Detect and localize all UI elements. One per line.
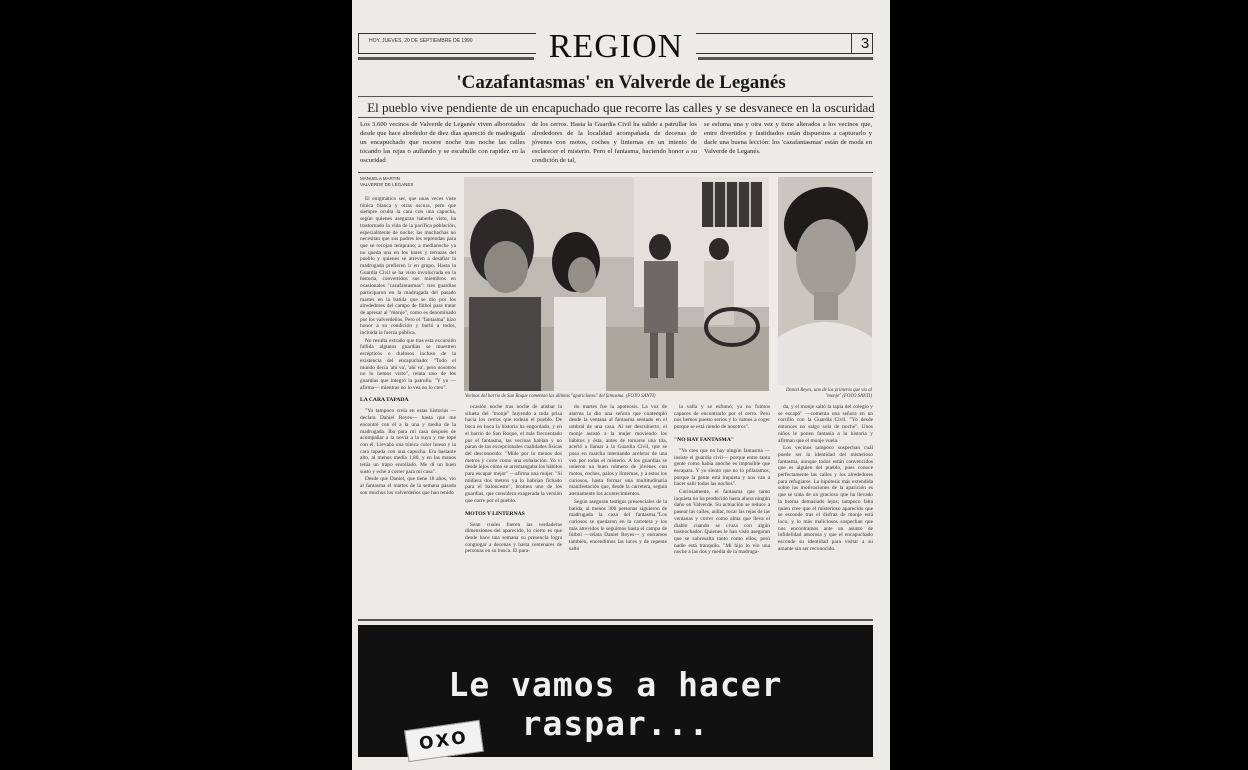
article-column-5 (778, 404, 873, 618)
street-photo-image (464, 177, 769, 391)
lead-rule (358, 172, 873, 173)
photo-caption: Vecinas del barrio de San Roque comentan las últimas "apariciones" del fantasma. (FOTO SANTI) (465, 394, 656, 399)
ad-separator (358, 619, 873, 621)
paragraph: Sean cuales fueren las verdaderas dimensiones del aparecido, lo cierto es que desde hace una semana su presencia logra congregar a decenas y hasta centenares de personas en su busca. El para- (465, 521, 562, 555)
headline: 'Cazafantasmas' en Valverde de Leganés (456, 72, 786, 93)
article-column-3 (569, 404, 667, 618)
dateline: HOY, JUEVES, 20 DE SEPTIEMBRE DE 1990 (369, 38, 473, 44)
paragraph: "Yo tampoco creía en estas historias —declara Daniel Reyes— hasta que me encontré con él a la una y media de la madrugada. Iba para mi casa después de acompañar a la novia a la suya y me topé con él. Llevaba una túnica color hueso y la cara tapada con una capucha. Era bastante alto, al menos medía 1,80, y en las manos tenía un trapo enrollado. Me dí un buen susto y eché a correr para mi casa". (360, 408, 456, 475)
subheading: MOTOS Y LINTERNAS (465, 510, 525, 517)
paragraph: ocasión noche tras noche de atisbar la silueta del "monje" huyendo a toda prisa hacia los cerros que rodean el pueblo. De boca en boca la historia ha engordado, y en el barrio de San Roque, el más frecuentado por el fantasma, las vecinas hablan y no paran de las excepcionales cualidades físicas del desconocido: "Mide por lo menos dos metros y corre como una exhalación. Yo vi desde lejos cómo se arremangaba los hábitos para escapar mejor" —afirma una mujer. "Si midiera dos metros ya lo habrían fichado para el baloncesto", bromea uno de los guardias, que considera exagerada la versión que corre por el pueblo. (465, 404, 562, 504)
paragraph: Curiosamente, el fantasma que tanto inquieta no ha producido hasta ahora ningún daño en Valverde. Su actuación se reduce a pasear las calles, aullar, tocar las rejas de las ventanas y correr como alma que lleva el diablo cuando se cruza con algún trasnochador. Quienes le han visto aseguran que se sobresalta tanto como ellos, pero nadie está tranquilo. "Mi hijo lo vio una noche a las dos y media de la madruga- (674, 489, 770, 556)
street-photo (464, 177, 769, 391)
lead-paragraph: se esfuma una y otra vez y tiene alterados a los vecinos que, entre divertidos y fastidiados están dispuestos a capturarlo y darle una buena lección: los 'cazafantasmas' están de moda en Valverde de Leganés. (704, 121, 872, 155)
header-rule-right (698, 57, 873, 60)
paragraph: "Yo creo que no hay ningún fantasma —insiste el guardia civil— porque entre tanta gente como había anoche es imposible que escapara. Y yo siento que no lo pillaramos, porque la gente está inquieta y nos van a hacer salir todas las noches". (674, 447, 770, 488)
headline-rule (358, 96, 873, 97)
subheading: "NO HAY FANTASMA" (674, 436, 734, 443)
article-column-2 (465, 404, 562, 618)
paragraph: No resulta extraño que tras esta excursión fallida algunos guardias se muestren escépticos o dudosos incluso de la existencia del encapuchado: "Todo el mundo decía 'ahí va', 'ahí va', pero nosotros no lo hemos visto", relata uno de los guardias que integró la patrulla. "Y yo —afirma— mientras no lo vea no lo creo". (360, 337, 456, 391)
subheading: LA CARA TAPADA (360, 397, 409, 404)
advertisement (358, 625, 873, 757)
paragraph: la valla y se esfumó; ya no fuimos capaces de encontrarlo por el cerro. Pero nos hemos puesto serios y lo vamos a coger porque se está riendo de nosotros". (674, 404, 770, 431)
section-title: REGION (536, 28, 696, 66)
portrait-photo (778, 177, 872, 385)
paragraph: Los vecinos tampoco sospechan cuál puede ser la identidad del misterioso fantasma, aunque todos están convencidos que es alguien del pueblo, pues conoce perfectamente las calles y los alrededores para refugiarse. La hipótesis más extendida sobre las motivaciones de la aparición es que se trata de un gracioso que ha llevado la broma demasiado lejos; tampoco falta quien cree que el misterioso aparecido que se esconde tras el disfraz de monje está loco, y lo más maliciosos sospechan que nos encontramos ante un asunto de infidelidad amorosa y que el encapuchado esconde su identidad para visitar a su amante sin ser reconocido. (778, 445, 873, 552)
ad-logo: OXO (404, 720, 484, 762)
article-column-4 (674, 404, 770, 618)
byline-name: MANUELA MARTIN (360, 176, 400, 181)
portrait-photo-image (778, 177, 872, 385)
paragraph: Desde que Daniel, que tiene 18 años, vio al fantasma el martes de la semana pasada son muchos los valverdeños que han tenido (360, 476, 456, 496)
lead-paragraph: de los cerros. Hasta la Guardia Civil ha salido a patrullar los alrededores de la localidad acompañada de decenas de jóvenes con motos, coches y linternas en un intento de esclarecer el misterio. Pero el fantasma, haciendo honor a su condición de tal, (532, 121, 697, 164)
ad-slogan: Le vamos a hacer raspar... (448, 665, 783, 743)
portrait-caption: Daniel Reyes, uno de los primeros que vio al "monje" (FOTO SANTI) (785, 388, 872, 399)
article-column-1 (360, 196, 456, 618)
paragraph: El enigmático ser, que unas veces viste túnica blanca y otras oscura, pero que siempre oculta la cara con una capucha, según quienes aseguran haberle visto, ha trastornado la vida de la pacífica población, especialmente de noche: las muchachas no necesitan que sus padres les reprendan para que se recojan temprano; a medianoche ya no queda una en los bares y terrazas del pueblo y quienes se atreven a desafiar la madrugada prefieren ir en grupo. Hasta la Guardia Civil se ha visto involucrada en la historia, convertidos sus miembros en ocasionales "cazafantasmas": tres guardias participaron en la madrugada del pasado martes en la batida que se dio por los alrededores del campo de fútbol para tratar de apresar al "monje", como es denominado por los valverdeños. Pero el "fantasma" hizo honor a su condición y burló a todos, incluida la fuerza pública. (360, 196, 456, 337)
paragraph: da, y el monje saltó la tapia del colegio y se escapó" —comenta una señora en un corrillo con la Guardia Civil. "Yo desde entonces no salgo sola de noche". Unos niños le ponen fantasía a la historia y afirman que el monje vuela. (778, 404, 873, 444)
subhead-rule (358, 117, 873, 118)
header-rule-left (358, 57, 534, 60)
paragraph: Según aseguran testigos presenciales de la batida, al menos 300 personas siguieron de madrugada la caza del fantasma."Los curiosos se quedaron en la carretera y los más atrevidos le seguimos hasta el campo de fútbol —relata Daniel Reyes— y entramos también, encendimos las luces y de repente saltó (569, 498, 667, 552)
byline-place: VALVERDE DE LEGANES (360, 182, 414, 187)
newspaper-page (352, 0, 890, 770)
page-number: 3 (851, 33, 878, 54)
paragraph: do martes fue la apoteosis. La voz de alarma la dio una señora que contempló desde la ventana al fantasma sentado en el umbral de una casa. Al ser descubierto, el monje asustó a la mujer moviendo los hábitos y ésta, antes de tomarse una tila, acertó a llamar a la Guardia Civil, que se puso en marcha intentando acelerar de una vez por todas el misterio. A los guardias se unieron un buen número de jóvenes con motos, coches, palos y linternas, y a estos los curiosos, hasta formar una multitudinaria manifestación que, desde la carretera, seguía atentamente los acontecimientos. (569, 404, 667, 498)
subheadline: El pueblo vive pendiente de un encapuchado que recorre las calles y se desvanece en la oscuridad (367, 100, 875, 115)
lead-paragraph: Los 3.600 vecinos de Valverde de Leganés viven alborotados desde que hace alrededor de diez días apareció de madrugada un encapuchado que recorre noche tras noche las calles tocando las rejas o aullando y se escabulle con rapidez en la oscuridad (360, 121, 525, 164)
byline (360, 176, 413, 188)
